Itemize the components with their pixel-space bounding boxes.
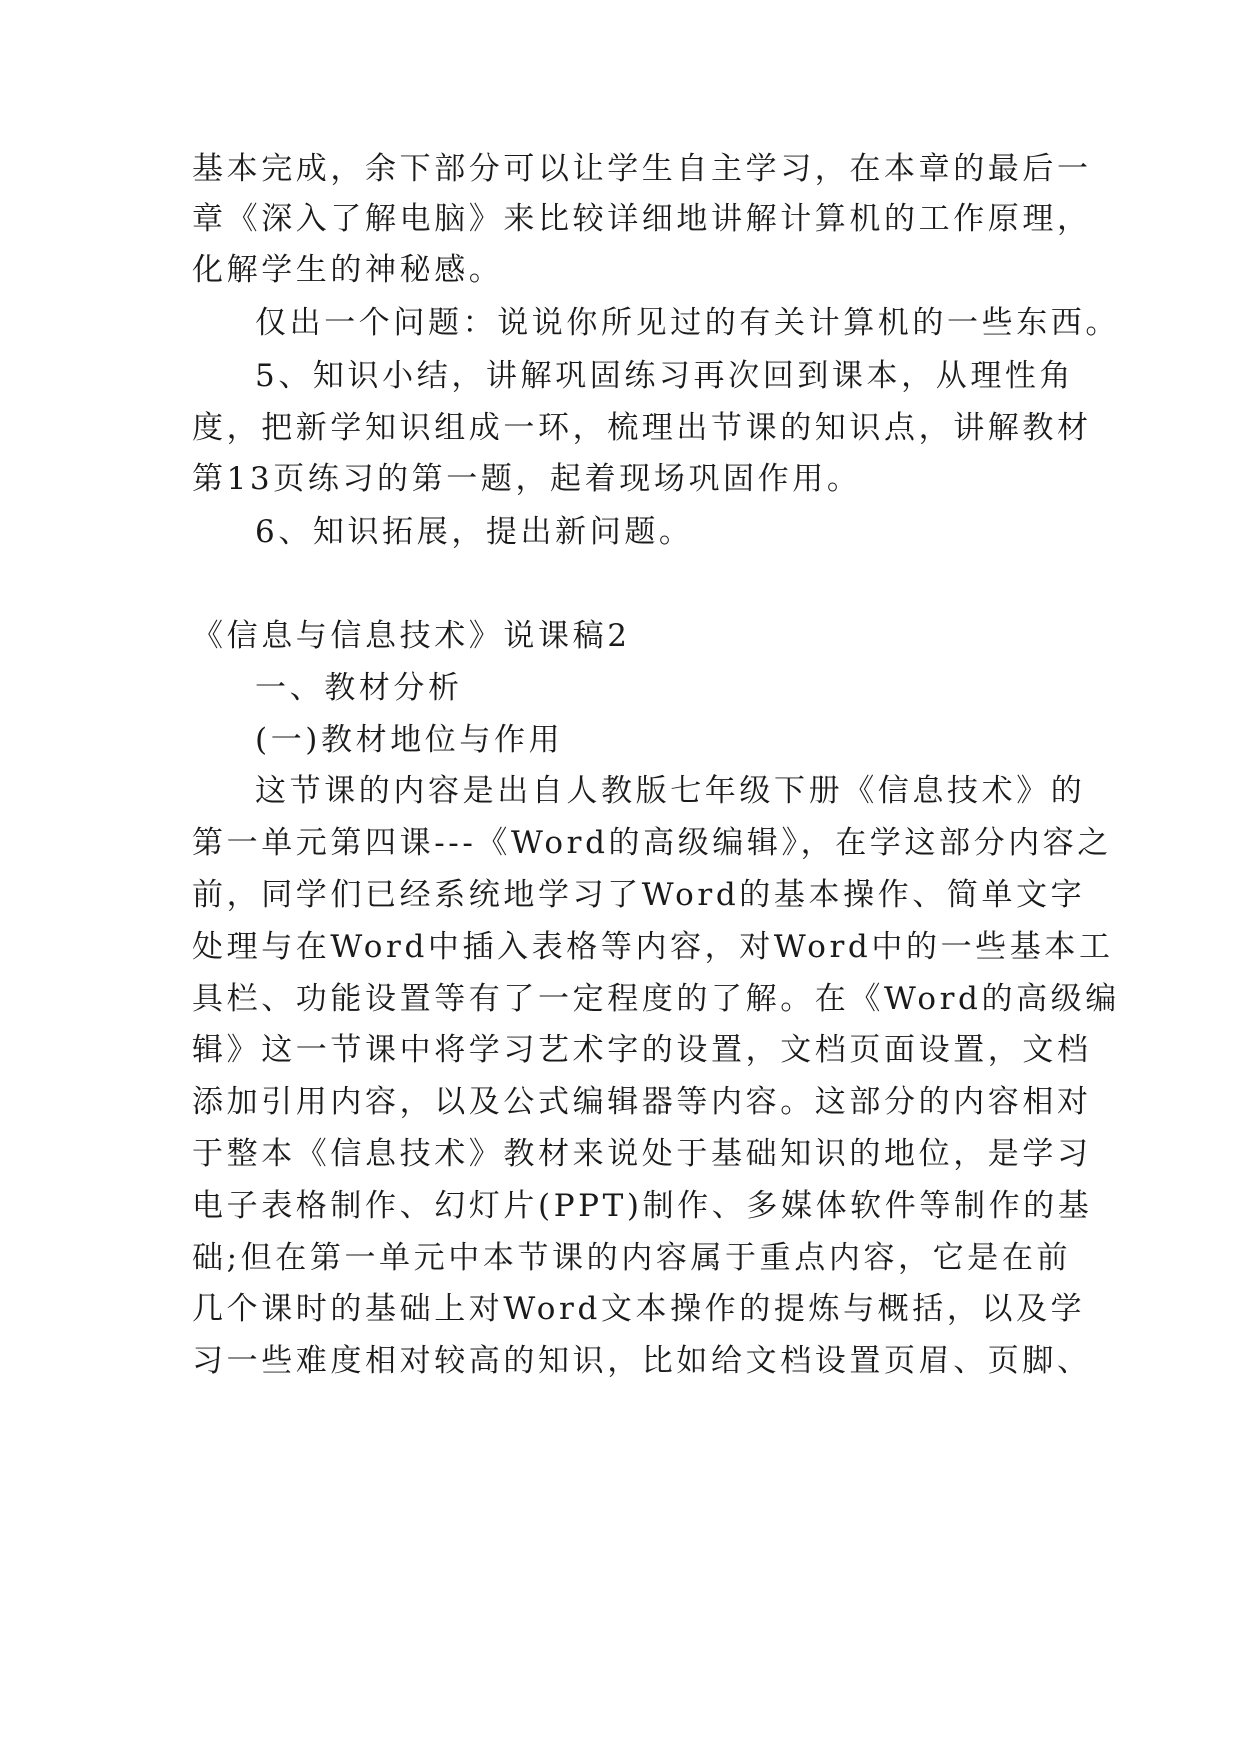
paragraph-line: 具栏、功能设置等有了一定程度的了解。在《Word的高级编 (192, 981, 1120, 1017)
paragraph-line: 辑》这一节课中将学习艺术字的设置，文档页面设置，文档 (192, 1032, 1092, 1068)
paragraph-line: 度，把新学知识组成一环，梳理出节课的知识点，讲解教材 (192, 410, 1092, 446)
paragraph-line: 处理与在Word中插入表格等内容，对Word中的一些基本工 (192, 929, 1114, 965)
paragraph-line: 础;但在第一单元中本节课的内容属于重点内容，它是在前 (192, 1240, 1072, 1276)
paragraph-line: 于整本《信息技术》教材来说处于基础知识的地位，是学习 (192, 1136, 1092, 1172)
paragraph-line: 基本完成，余下部分可以让学生自主学习，在本章的最后一 (192, 151, 1092, 187)
paragraph-line: 这节课的内容是出自人教版七年级下册《信息技术》的 (255, 773, 1086, 809)
paragraph-line: 章《深入了解电脑》来比较详细地讲解计算机的工作原理， (192, 201, 1092, 237)
paragraph-line: 5、知识小结，讲解巩固练习再次回到课本，从理性角 (255, 358, 1075, 394)
paragraph-line: 添加引用内容，以及公式编辑器等内容。这部分的内容相对 (192, 1084, 1092, 1120)
sub-heading: (一)教材地位与作用 (255, 722, 564, 758)
paragraph-line: 6、知识拓展，提出新问题。 (255, 514, 694, 550)
paragraph-line: 前，同学们已经系统地学习了Word的基本操作、简单文字 (192, 877, 1086, 913)
paragraph-line: 化解学生的神秘感。 (192, 252, 504, 288)
paragraph-line: 第13页练习的第一题，起着现场巩固作用。 (192, 461, 862, 497)
paragraph-line: 几个课时的基础上对Word文本操作的提炼与概括，以及学 (192, 1291, 1086, 1327)
section-heading: 一、教材分析 (255, 670, 463, 706)
paragraph-line: 电子表格制作、幻灯片(PPT)制作、多媒体软件等制作的基 (192, 1188, 1093, 1224)
section-title: 《信息与信息技术》说课稿2 (192, 618, 631, 654)
paragraph-line: 习一些难度相对较高的知识，比如给文档设置页眉、页脚、 (192, 1343, 1092, 1379)
paragraph-line: 仅出一个问题：说说你所见过的有关计算机的一些东西。 (255, 305, 1120, 341)
paragraph-line: 第一单元第四课---《Word的高级编辑》，在学这部分内容之 (192, 825, 1113, 861)
